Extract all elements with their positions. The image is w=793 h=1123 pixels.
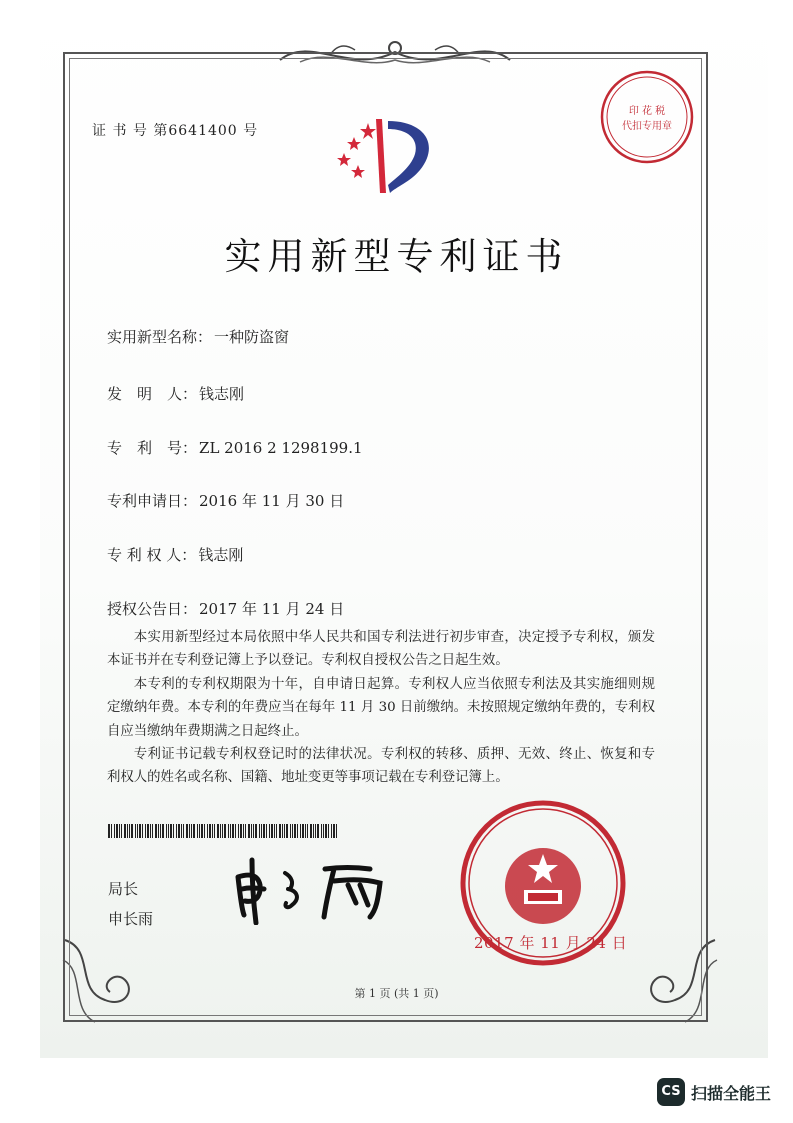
field-value: 一种防盗窗 [214, 328, 290, 346]
field-value: ZL 2016 2 1298199.1 [199, 439, 363, 457]
field-label: 发 明 人： [107, 385, 198, 403]
field-label: 专 利 权 人： [107, 546, 197, 564]
seal-date: 2017 年 11 月 24 日 [474, 934, 628, 952]
certificate-body [107, 626, 655, 790]
handwritten-signature-icon [230, 855, 395, 925]
stamp-duty-seal-icon [598, 68, 696, 166]
certificate-title: 实用新型专利证书 [224, 235, 569, 278]
inventor-row [107, 383, 244, 404]
field-label: 授权公告日： [107, 600, 198, 618]
svg-text:代扣专用章: 代扣专用章 [622, 121, 672, 132]
signature-title: 局长 [108, 880, 139, 898]
signature-name: 申长雨 [108, 910, 154, 928]
utility-model-name-row [107, 326, 289, 347]
body-paragraph: 本专利的专利权期限为十年，自申请日起算。专利权人应当依照专利法及其实施细则规定缴纳年费。本专利的年费应当在每年 11 月 30 日前缴纳。未按照规定缴纳年费的，专利权自应当缴纳年费期满之日起终止。 [107, 676, 655, 739]
watermark-app-name: 扫描全能王 [691, 1084, 772, 1103]
camscanner-logo-icon: CS [657, 1078, 685, 1106]
barcode-icon [108, 824, 340, 838]
field-label: 实用新型名称： [107, 328, 213, 346]
field-value: 2016 年 11 月 30 日 [199, 492, 345, 510]
patent-office-logo-icon [330, 115, 445, 195]
page-number: 第 1 页 (共 1 页) [354, 987, 439, 1000]
field-value: 2017 年 11 月 24 日 [199, 600, 345, 618]
field-value: 钱志刚 [198, 546, 244, 564]
grant-date-row [107, 598, 344, 619]
svg-text:印 花 税: 印 花 税 [628, 106, 666, 117]
filing-date-row [107, 490, 344, 511]
field-label: 专 利 号： [107, 439, 198, 457]
body-paragraph: 本实用新型经过本局依照中华人民共和国专利法进行初步审查，决定授予专利权，颁发本证书并在专利登记簿上予以登记。专利权自授权公告之日起生效。 [107, 630, 655, 669]
certificate-number: 证 书 号 第6641400 号 [92, 123, 259, 139]
field-value: 钱志刚 [199, 385, 245, 403]
field-label: 专利申请日： [107, 492, 198, 510]
body-paragraph: 专利证书记载专利权登记时的法律状况。专利权的转移、质押、无效、终止、恢复和专利权人的姓名或名称、国籍、地址变更等事项记载在专利登记簿上。 [107, 747, 655, 786]
patentee-row [107, 544, 243, 565]
patent-number-row [107, 437, 363, 458]
